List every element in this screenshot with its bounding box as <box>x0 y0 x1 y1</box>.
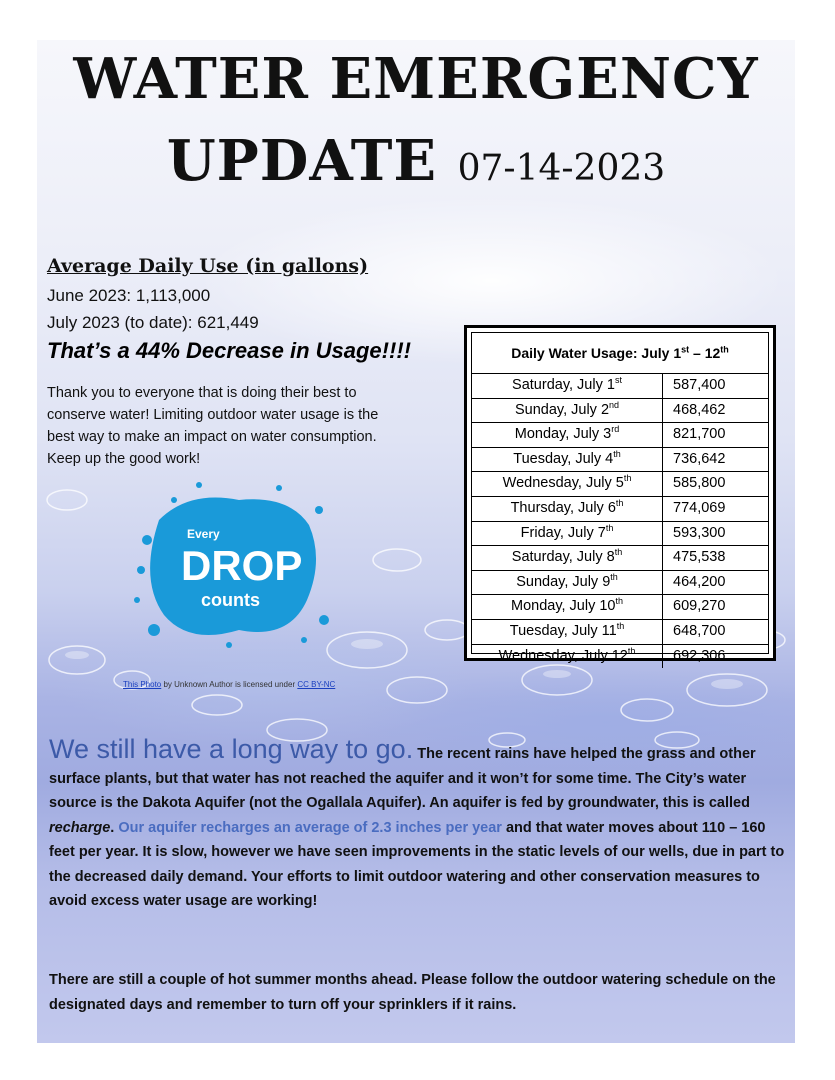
recharge-rate-highlight: Our aquifer recharges an average of 2.3 inches per year <box>118 819 502 836</box>
table-row <box>472 546 768 571</box>
row-value: 585,800 <box>673 475 726 492</box>
row-value: 821,700 <box>673 426 726 443</box>
row-value: 774,069 <box>673 499 726 516</box>
table-row <box>472 472 768 497</box>
lead-heading: We still have a long way to go. <box>49 734 414 764</box>
table-rows <box>472 374 768 668</box>
thank-you-paragraph: Thank you to everyone that is doing their best to conserve water! Limiting outdoor water usage is the best way to make an impact on water consumption. Keep up the good work! <box>47 385 379 467</box>
row-day: Wednesday, July 5th <box>472 472 663 496</box>
table-row <box>472 448 768 473</box>
photo-link[interactable]: This Photo <box>123 680 162 689</box>
july-usage: July 2023 (to date): 621,449 <box>47 313 259 332</box>
row-value: 648,700 <box>673 622 726 639</box>
june-usage: June 2023: 1,113,000 <box>47 286 211 305</box>
table-row <box>472 423 768 448</box>
recharge-term: recharge <box>49 819 111 836</box>
table-row <box>472 522 768 547</box>
logo-counts-text: counts <box>201 590 261 610</box>
daily-usage-table <box>464 325 776 664</box>
body-paragraph-2: There are still a couple of hot summer months ahead. Please follow the outdoor watering schedule on the designated days and remember to turn off your sprinklers if it rains. <box>49 972 776 1013</box>
row-day: Tuesday, July 11th <box>472 620 663 644</box>
row-value: 475,538 <box>673 549 726 566</box>
row-day: Friday, July 7th <box>472 522 663 546</box>
license-link[interactable]: CC BY-NC <box>297 680 336 689</box>
table-row <box>472 620 768 645</box>
table-row <box>472 399 768 424</box>
table-row <box>472 497 768 522</box>
decrease-statement: That’s a 44% Decrease in Usage!!!! <box>47 338 411 363</box>
row-day: Saturday, July 8th <box>472 546 663 570</box>
title-update: UPDATE <box>166 128 438 194</box>
row-day: Sunday, July 2nd <box>472 399 663 423</box>
flyer-page <box>37 40 795 1043</box>
table-row <box>472 595 768 620</box>
title-date: 07-14-2023 <box>457 148 666 189</box>
row-day: Thursday, July 6th <box>472 497 663 521</box>
row-day: Wednesday, July 12th <box>472 645 663 669</box>
photo-credit <box>123 680 335 689</box>
logo-drop-text: DROP <box>181 542 303 589</box>
row-day: Tuesday, July 4th <box>472 448 663 472</box>
table-title: Daily Water Usage: July 1st – 12th <box>472 333 768 374</box>
row-day: Monday, July 10th <box>472 595 663 619</box>
row-value: 736,642 <box>673 450 726 467</box>
body-paragraph-1: We still have a long way to go. The recent rains have helped the grass and other surface plants, but that water has not reached the aquifer and it won’t for some time. The City’s water source is the Dakota Aquifer (not the Ogallala Aquifer). An aquifer is fed by groundwater, this is called recharge. Our aquifer recharges an average of 2.3 inches per year and that water moves about 110 – 160 feet per year. It is slow, however we have seen improvements in the static levels of our wells, due in part to the decreased daily demand. Your efforts to limit outdoor watering and other conservation measures to avoid excess water usage are working! <box>49 734 785 909</box>
table-row <box>472 571 768 596</box>
row-value: 464,200 <box>673 573 726 590</box>
row-value: 468,462 <box>673 401 726 418</box>
page-subtitle <box>37 128 795 194</box>
row-value: 593,300 <box>673 524 726 541</box>
table-row <box>472 645 768 669</box>
row-day: Sunday, July 9th <box>472 571 663 595</box>
row-value: 692,306 <box>673 647 726 664</box>
row-day: Monday, July 3rd <box>472 423 663 447</box>
average-use-heading: Average Daily Use (in gallons) <box>47 255 369 277</box>
row-day: Saturday, July 1st <box>472 374 663 398</box>
credit-text: by Unknown Author is licensed under <box>161 680 298 689</box>
table-row <box>472 374 768 399</box>
row-value: 609,270 <box>673 598 726 615</box>
every-drop-counts-logo <box>129 480 329 650</box>
table-inner <box>471 332 769 664</box>
row-value: 587,400 <box>673 377 726 393</box>
page-title: WATER EMERGENCY <box>73 46 759 112</box>
logo-every-text: Every <box>187 527 220 541</box>
